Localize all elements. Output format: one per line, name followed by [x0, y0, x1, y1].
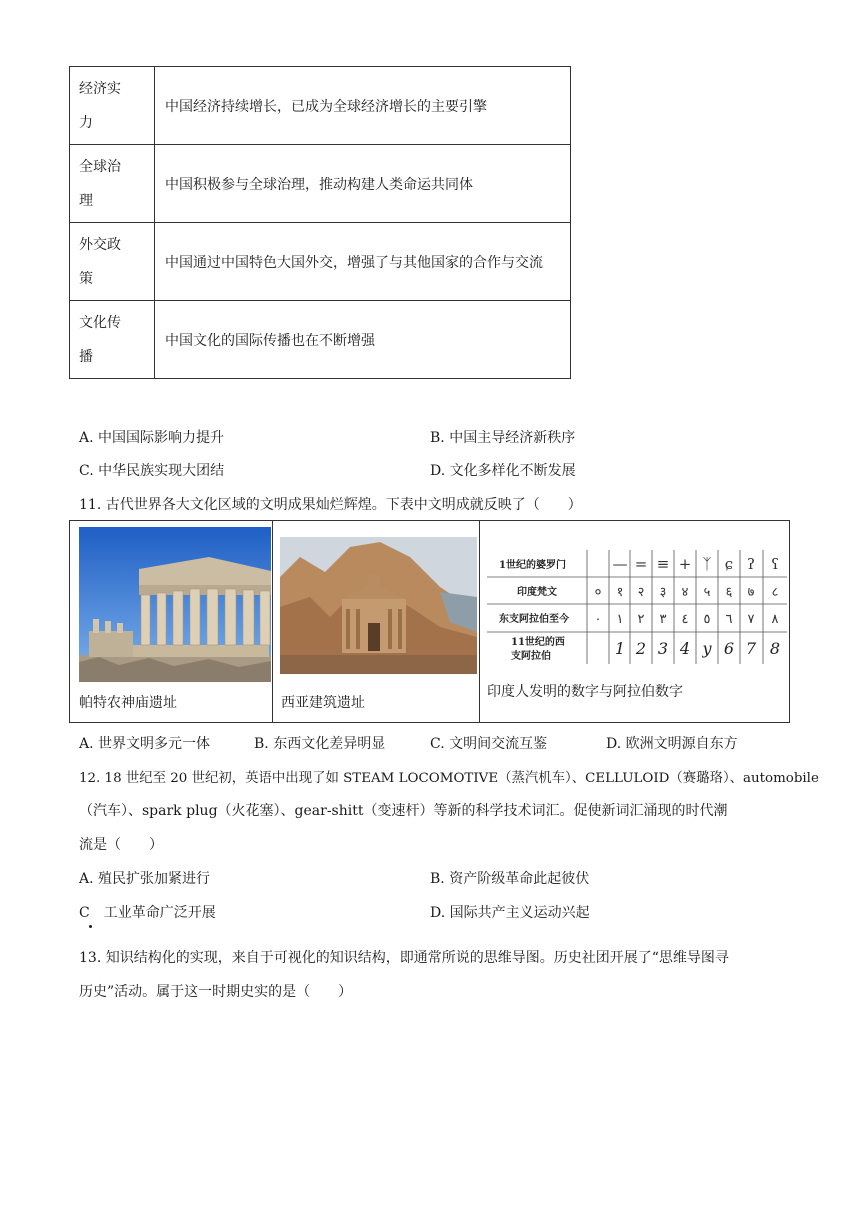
numeral-glyph: 3: [657, 639, 669, 658]
numeral-glyph: ٥: [703, 612, 711, 627]
option-d[interactable]: D. 国际共产主义运动兴起: [430, 905, 590, 921]
table-row: [70, 301, 571, 379]
numeral-glyph: ٢: [637, 612, 645, 627]
west-asia-caption: 西亚建筑遗址: [281, 695, 365, 711]
table-value-cell: 中国经济持续增长，已成为全球经济增长的主要引擎: [155, 67, 571, 145]
question-12-line2: （汽车）、spark plug（火花塞）、gear-shitt（变速杆）等新的科学技术词汇。促使新词汇涌现的时代潮: [79, 803, 728, 819]
table-value-cell: 中国文化的国际传播也在不断增强: [155, 301, 571, 379]
numeral-glyph: —: [612, 555, 628, 573]
numeral-glyph: १: [616, 585, 624, 600]
table-key-cell: 文化传 播: [70, 301, 155, 379]
numeral-glyph: 2: [635, 639, 647, 658]
numeral-glyph: +: [678, 555, 692, 573]
option-a[interactable]: A. 中国国际影响力提升: [79, 430, 225, 446]
numeral-glyph: ٦: [725, 612, 733, 627]
table-key-cell: 外交政 策: [70, 223, 155, 301]
numeral-glyph: ٤: [681, 612, 689, 627]
numeral-caption: 印度人发明的数字与阿拉伯数字: [487, 684, 683, 700]
numeral-glyph: ५: [703, 585, 711, 600]
numeral-glyph: ४: [681, 585, 689, 600]
option-a[interactable]: A. 世界文明多元一体: [79, 736, 211, 752]
numeral-glyph: ١: [616, 612, 624, 627]
stray-dot: [89, 925, 92, 928]
numeral-comparison-table: [487, 550, 787, 664]
numeral-glyph: ٧: [747, 612, 755, 627]
numeral-glyph: ८: [771, 585, 779, 600]
numeral-glyph: ɕ: [724, 555, 734, 573]
numeral-glyph: ٨: [771, 612, 779, 627]
table-value-cell: 中国积极参与全球治理，推动构建人类命运共同体: [155, 145, 571, 223]
parthenon-caption: 帕特农神庙遗址: [79, 695, 177, 711]
table-value-cell: 中国通过中国特色大国外交，增强了与其他国家的合作与交流: [155, 223, 571, 301]
numeral-glyph: 1: [614, 639, 626, 658]
option-b[interactable]: B. 东西文化差异明显: [254, 736, 386, 752]
table-key-cell: 经济实 力: [70, 67, 155, 145]
question-13-line2: 历史”活动。属于这一时期史实的是（ ）: [79, 984, 353, 1000]
option-c[interactable]: C. 中华民族实现大团结: [79, 463, 225, 479]
numeral-glyph: =: [634, 555, 648, 573]
table-key-cell: 全球治 理: [70, 145, 155, 223]
numeral-row-label: 东支阿拉伯至今: [499, 614, 569, 625]
table-row: [70, 145, 571, 223]
option-b[interactable]: B. 资产阶级革命此起彼伏: [430, 871, 590, 887]
numeral-glyph: ७: [747, 585, 755, 600]
numeral-glyph: ᛉ: [702, 555, 712, 573]
numeral-glyph: ≡: [656, 555, 670, 573]
numeral-glyph: ʔ: [746, 555, 756, 573]
option-c[interactable]: C. 文明间交流互鉴: [430, 736, 548, 752]
question-11-stem: 11. 古代世界各大文化区域的文明成果灿烂辉煌。下表中文明成就反映了（ ）: [79, 497, 582, 513]
option-d[interactable]: D. 文化多样化不断发展: [430, 463, 576, 479]
numeral-glyph: ०: [594, 585, 602, 600]
numeral-glyph: ३: [659, 585, 667, 600]
table-row: [70, 67, 571, 145]
numeral-glyph: ٠: [594, 612, 602, 627]
comparison-table: [69, 66, 571, 379]
numeral-glyph: 4: [679, 639, 691, 658]
option-d[interactable]: D. 欧洲文明源自东方: [606, 736, 738, 752]
numeral-row-label: 印度梵文: [517, 587, 557, 598]
numeral-glyph: ६: [725, 585, 733, 600]
option-a[interactable]: A. 殖民扩张加紧进行: [79, 871, 211, 887]
numeral-glyph: ʕ: [770, 555, 780, 573]
numeral-glyph: ٣: [659, 612, 667, 627]
option-c[interactable]: C 工业革命广泛开展: [79, 905, 216, 921]
numeral-glyph: y: [702, 639, 712, 658]
numeral-glyph: २: [637, 585, 645, 600]
numeral-glyph: 6: [723, 639, 735, 658]
numeral-row-label: 支阿拉伯: [511, 651, 551, 662]
question-13-line1: 13. 知识结构化的实现，来自于可视化的知识结构，即通常所说的思维导图。历史社团开展了“思维导图寻: [79, 950, 729, 966]
numeral-row-label: 1世纪的婆罗门: [499, 560, 566, 571]
numeral-glyph: 8: [769, 639, 781, 658]
option-b[interactable]: B. 中国主导经济新秩序: [430, 430, 576, 446]
numeral-glyph: 7: [745, 639, 757, 658]
question-12-line1: 12. 18 世纪至 20 世纪初，英语中出现了如 STEAM LOCOMOTIVE（蒸汽机车）、CELLULOID（赛璐珞）、automobile: [79, 771, 819, 786]
west-asia-building-image: [280, 537, 477, 674]
table-row: [70, 223, 571, 301]
question-12-line3: 流是（ ）: [79, 837, 163, 853]
numeral-row-label: 11世纪的西: [511, 637, 565, 648]
parthenon-image: [79, 527, 271, 682]
